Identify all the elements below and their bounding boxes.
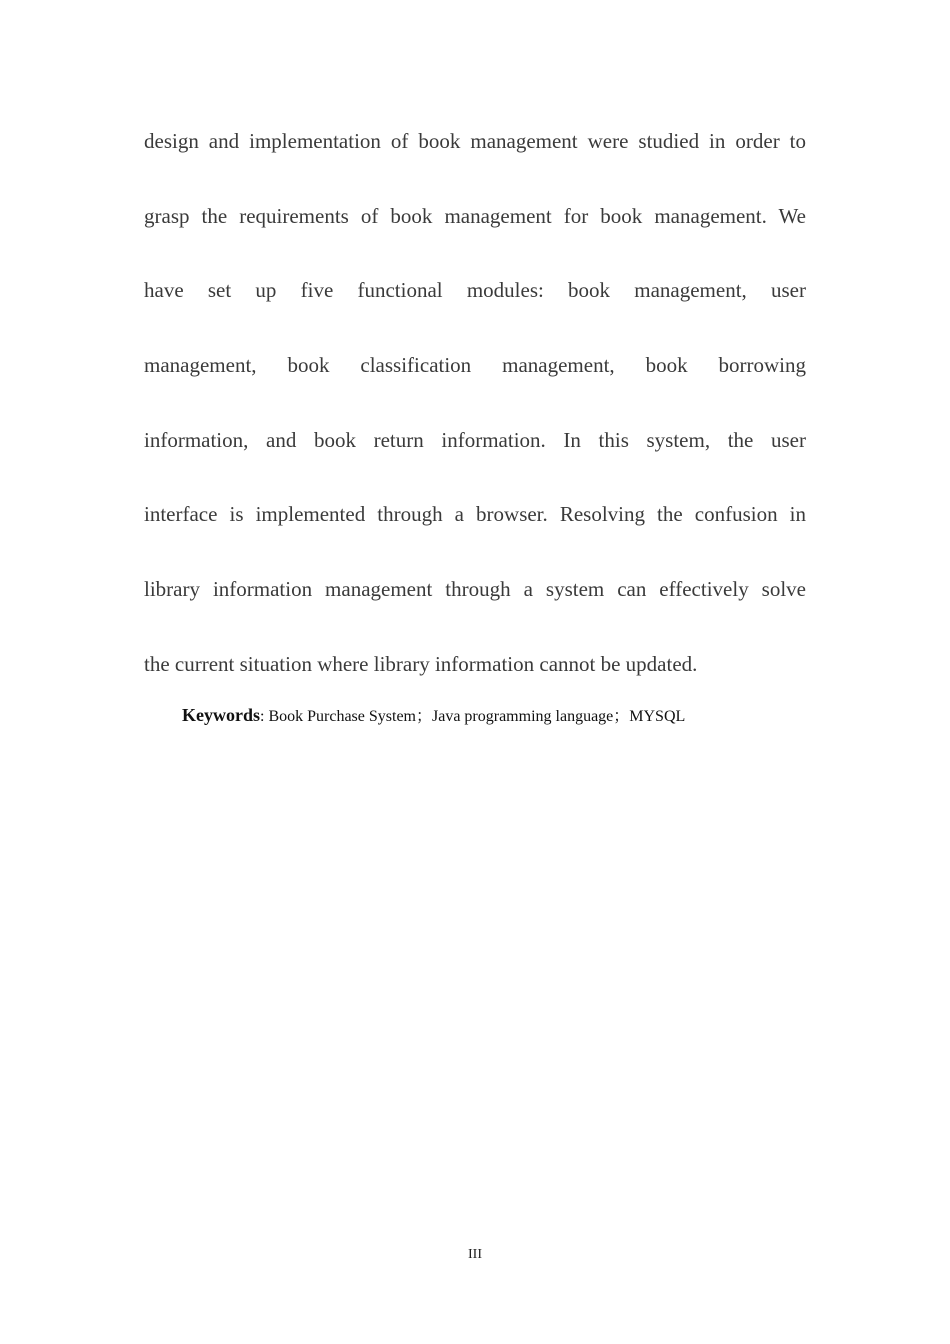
keywords-label: Keywords (182, 705, 260, 725)
abstract-line: library information management through a system can effectively solve (144, 577, 806, 602)
abstract-line: grasp the requirements of book management for book management. We (144, 203, 806, 228)
page-number: III (468, 1247, 482, 1262)
keywords-text: : Book Purchase System；Java programming language；MYSQL (260, 708, 686, 725)
abstract-paragraph (144, 118, 806, 716)
abstract-line: have set up five functional modules: book management, user (144, 278, 806, 303)
abstract-line: information, and book return information. In this system, the user (144, 427, 806, 452)
abstract-line: interface is implemented through a browser. Resolving the confusion in (144, 502, 806, 527)
abstract-line: the current situation where library information cannot be updated. (144, 651, 698, 676)
abstract-line: management, book classification management, book borrowing (144, 353, 806, 378)
abstract-line: design and implementation of book management were studied in order to (144, 129, 806, 153)
keywords-line (182, 703, 685, 726)
